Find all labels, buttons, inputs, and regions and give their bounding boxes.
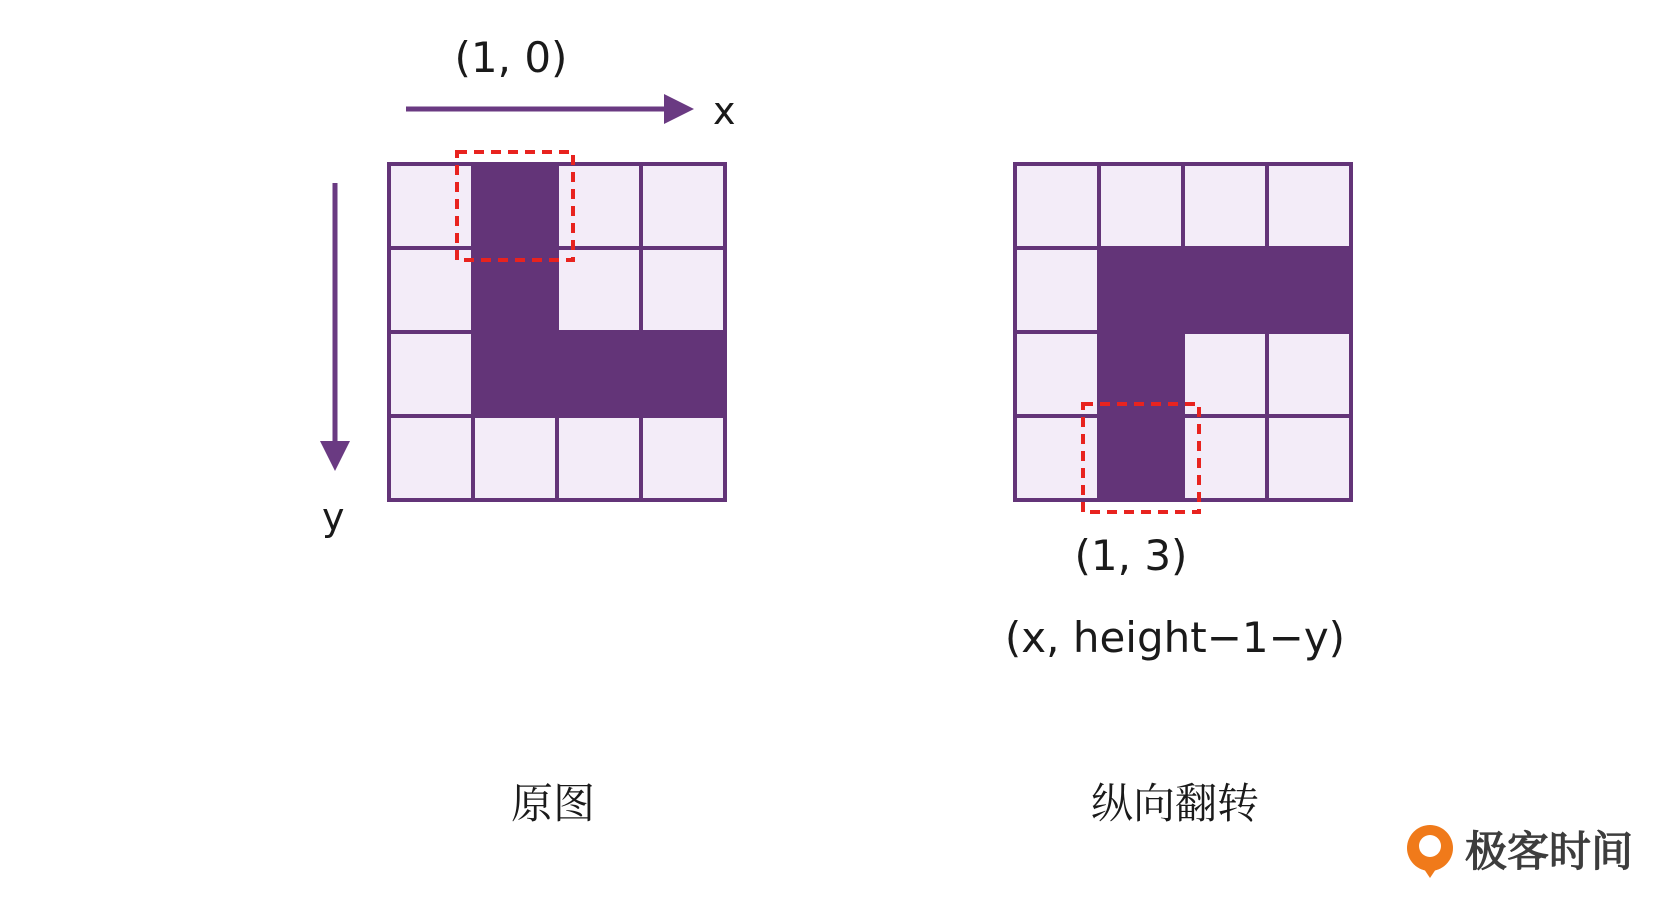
original-grid: [389, 152, 725, 500]
right-cell-2-0: [1183, 164, 1267, 248]
x-axis-label: x: [713, 89, 736, 133]
left-cell-0-1: [389, 248, 473, 332]
left-cell-0-0: [389, 164, 473, 248]
left-cell-1-0-filled: [473, 164, 557, 248]
right-cell-3-0: [1267, 164, 1351, 248]
flipped-grid: [1015, 164, 1351, 512]
y-axis-label: y: [322, 495, 345, 539]
right-cell-1-0: [1099, 164, 1183, 248]
geektime-logo-icon: [1407, 825, 1453, 878]
left-caption: 原图: [510, 779, 596, 828]
right-cell-3-2: [1267, 332, 1351, 416]
geektime-logo: [1407, 825, 1633, 878]
right-cell-3-3: [1267, 416, 1351, 500]
logo-text: 极客时间: [1465, 827, 1634, 876]
left-cell-3-2-filled: [641, 332, 725, 416]
left-cell-0-2: [389, 332, 473, 416]
left-cell-2-3: [557, 416, 641, 500]
right-coord-label: (1, 3): [1074, 531, 1188, 580]
left-cell-0-3: [389, 416, 473, 500]
right-cell-3-1-filled: [1267, 248, 1351, 332]
right-cell-2-1-filled: [1183, 248, 1267, 332]
left-cell-2-2-filled: [557, 332, 641, 416]
right-cell-1-1-filled: [1099, 248, 1183, 332]
left-cell-3-3: [641, 416, 725, 500]
left-cell-1-3: [473, 416, 557, 500]
right-cell-2-3: [1183, 416, 1267, 500]
left-cell-3-1: [641, 248, 725, 332]
left-cell-3-0: [641, 164, 725, 248]
left-cell-1-2-filled: [473, 332, 557, 416]
left-cell-2-0: [557, 164, 641, 248]
right-cell-1-3-filled: [1099, 416, 1183, 500]
right-cell-0-1: [1015, 248, 1099, 332]
formula-label: (x, height−1−y): [1004, 613, 1346, 662]
left-coord-label: (1, 0): [454, 33, 568, 82]
right-cell-0-0: [1015, 164, 1099, 248]
right-cell-0-3: [1015, 416, 1099, 500]
right-cell-2-2: [1183, 332, 1267, 416]
right-caption: 纵向翻转: [1090, 779, 1260, 828]
